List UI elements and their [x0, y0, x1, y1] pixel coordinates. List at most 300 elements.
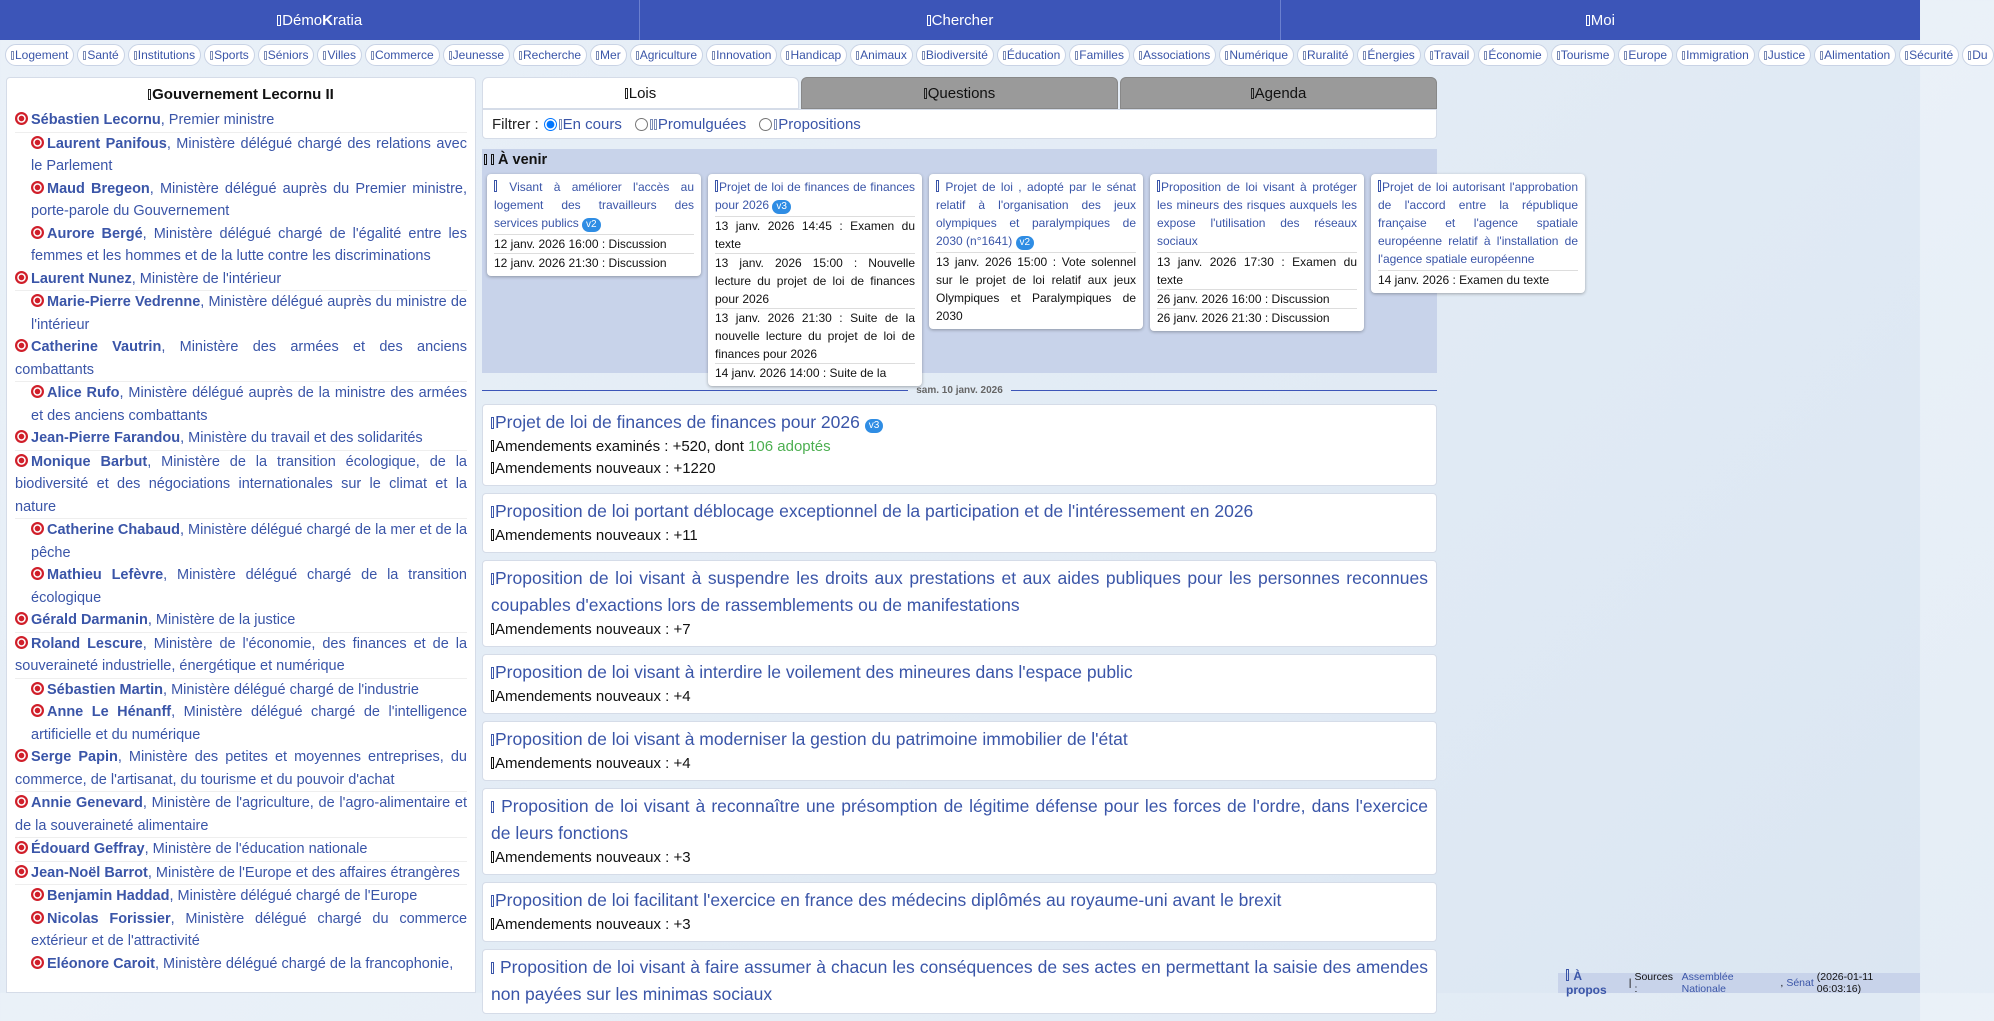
- topic-tag-label: Associations: [1142, 48, 1211, 62]
- amendment-stat-text: Amendements nouveaux : +4: [495, 688, 691, 705]
- topic-icon: [1303, 51, 1306, 60]
- member-role: Ministère délégué chargé des relations avec le Parlement: [31, 135, 467, 174]
- filter-en-cours-radio[interactable]: [544, 118, 557, 131]
- france-flag-icon: [15, 339, 28, 352]
- topic-tag[interactable]: [77, 44, 124, 66]
- date-separator: [482, 383, 1437, 397]
- member-name[interactable]: Roland Lescure: [31, 635, 143, 652]
- topic-icon: [1557, 51, 1560, 60]
- topic-tag-label: Mer: [600, 48, 621, 62]
- law-title-text: Projet de loi de finances de finances pour 2026: [495, 412, 860, 432]
- check-icon-2: [654, 119, 657, 130]
- topic-tag-label: Tourisme: [1560, 48, 1610, 62]
- member-name[interactable]: Aurore Bergé: [47, 225, 143, 242]
- progress-icon: [559, 119, 562, 130]
- government-member[interactable]: [15, 701, 467, 746]
- member-name[interactable]: Catherine Vautrin: [31, 339, 162, 355]
- member-role: Ministère de l'Europe et des affaires étrangères: [155, 864, 460, 881]
- government-member[interactable]: [15, 908, 467, 953]
- topic-tag[interactable]: [1899, 44, 1959, 66]
- sources-label: Sources :: [1634, 971, 1673, 995]
- document-icon: [715, 180, 718, 192]
- topic-tag-label: Alimentation: [1824, 48, 1891, 62]
- law-icon: [491, 417, 494, 429]
- law-title-link[interactable]: [491, 659, 1428, 686]
- home-icon: [277, 15, 281, 26]
- government-member[interactable]: [15, 679, 467, 702]
- france-flag-icon: [15, 454, 28, 467]
- update-timestamp: (2026-01-11 06:03:16): [1816, 971, 1874, 995]
- topic-tag[interactable]: [1478, 44, 1547, 66]
- upcoming-card-title-text: Proposition de loi visant à protéger les mineurs des risques auxquels les expose l'utilisation des réseaux sociaux: [1157, 180, 1357, 248]
- upcoming-event: 14 janv. 2026 14:00 : Suite de la: [715, 363, 915, 382]
- member-name[interactable]: Mathieu Lefèvre: [47, 567, 164, 583]
- government-member[interactable]: [15, 178, 467, 223]
- france-flag-icon: [15, 865, 28, 878]
- proposal-icon: [774, 119, 777, 130]
- amendment-icon: [491, 918, 494, 930]
- amendment-stat: [491, 686, 1428, 708]
- topic-tag-label: Économie: [1488, 48, 1542, 62]
- topic-icon: [1225, 51, 1228, 60]
- tab-questions[interactable]: [801, 77, 1118, 109]
- law-title-link[interactable]: [491, 793, 1428, 847]
- footer: [1558, 969, 1920, 997]
- topic-icon: [1905, 51, 1908, 60]
- member-name[interactable]: Catherine Chabaud: [47, 522, 180, 538]
- member-role: Ministère délégué chargé de l'intelligence artificielle et du numérique: [31, 704, 468, 743]
- amendment-icon: [491, 623, 494, 635]
- member-name[interactable]: Jean-Pierre Farandou: [31, 430, 181, 446]
- france-flag-icon: [31, 522, 44, 535]
- government-member[interactable]: [15, 885, 467, 908]
- top-navigation: [0, 0, 1920, 40]
- member-comma: ,: [119, 385, 129, 401]
- topic-icon: [83, 51, 86, 60]
- government-member[interactable]: [15, 427, 467, 451]
- government-icon: [148, 89, 151, 100]
- topic-tag-label: Villes: [327, 48, 356, 62]
- member-name[interactable]: Édouard Geffray: [31, 841, 145, 857]
- nav-search-label: Chercher: [931, 11, 994, 29]
- filter-label: Filtrer :: [492, 115, 539, 133]
- government-member[interactable]: [15, 109, 467, 133]
- law-item: [482, 493, 1437, 553]
- topic-tag[interactable]: [443, 44, 510, 66]
- law-title-link[interactable]: [491, 409, 1428, 436]
- government-member[interactable]: [15, 862, 467, 886]
- upcoming-event: 13 janv. 2026 15:00 : Nouvelle lecture du projet de loi de finances pour 2026: [715, 253, 915, 308]
- amendment-icon: [491, 851, 494, 863]
- member-role: Ministère délégué chargé de l'Europe: [177, 888, 418, 904]
- footer-sep: |: [1628, 977, 1632, 989]
- topic-tag-label: Agriculture: [639, 48, 698, 62]
- clock-icon: [491, 154, 494, 165]
- amendment-stat: [491, 458, 1428, 480]
- topic-tag[interactable]: [916, 44, 994, 66]
- topic-tag-label: Immigration: [1686, 48, 1749, 62]
- amendment-stat: [491, 753, 1428, 775]
- law-title-link[interactable]: [491, 887, 1428, 914]
- law-item: [482, 882, 1437, 942]
- topic-tag[interactable]: [5, 44, 74, 66]
- member-role: Ministère de l'intérieur: [139, 270, 282, 287]
- source-senat-link[interactable]: Sénat: [1786, 977, 1814, 989]
- member-name[interactable]: Monique Barbut: [31, 453, 148, 470]
- filter-bar: [482, 109, 1437, 139]
- topic-tag[interactable]: [204, 44, 255, 66]
- topic-tag-label: Justice: [1767, 48, 1806, 62]
- upcoming-title: [482, 149, 1437, 173]
- law-title-link[interactable]: [491, 565, 1428, 619]
- upcoming-event: 13 janv. 2026 21:30 : Suite de la nouvelle lecture du projet de loi de finances pour 2026: [715, 308, 915, 363]
- topic-tag-label: Animaux: [860, 48, 907, 62]
- member-name[interactable]: Eléonore Caroit: [47, 955, 155, 972]
- law-icon: [491, 506, 494, 518]
- upcoming-card-title[interactable]: [494, 178, 694, 232]
- member-role: Ministère délégué auprès du ministre de l'intérieur: [31, 294, 467, 333]
- government-member[interactable]: [15, 382, 467, 427]
- member-comma: ,: [170, 910, 186, 927]
- member-list: [15, 109, 467, 975]
- date-separator-text: sam. 10 janv. 2026: [916, 384, 1003, 396]
- law-icon: [491, 573, 494, 585]
- member-comma: ,: [149, 180, 160, 197]
- topic-tag-label: Santé: [87, 48, 119, 62]
- government-member[interactable]: [15, 519, 467, 564]
- amendment-stat: [491, 525, 1428, 547]
- topic-tag-label: Jeunesse: [452, 48, 505, 62]
- member-name[interactable]: Benjamin Haddad: [47, 888, 170, 904]
- member-name[interactable]: Laurent Nunez: [31, 270, 132, 287]
- law-item: [482, 404, 1437, 486]
- member-name[interactable]: Nicolas Forissier: [47, 910, 171, 927]
- upcoming-card[interactable]: [487, 174, 701, 276]
- upcoming-event: 13 janv. 2026 14:45 : Examen du texte: [715, 216, 915, 253]
- france-flag-icon: [15, 636, 28, 649]
- topic-tag[interactable]: [1962, 44, 1993, 66]
- france-flag-icon: [15, 841, 28, 854]
- member-comma: ,: [163, 567, 177, 583]
- france-flag-icon: [31, 911, 44, 924]
- topic-icon: [1682, 51, 1685, 60]
- topic-icon: [712, 51, 715, 60]
- member-name[interactable]: Sébastien Martin: [47, 681, 164, 698]
- member-name[interactable]: Serge Papin: [31, 749, 118, 765]
- member-role: Ministère de la justice: [155, 612, 296, 628]
- topic-icon: [1363, 51, 1366, 60]
- topic-icon: [1139, 51, 1142, 60]
- member-comma: ,: [179, 522, 189, 538]
- topic-tags: [0, 44, 1988, 68]
- topic-tag[interactable]: [1357, 44, 1420, 66]
- member-name[interactable]: Laurent Panifous: [47, 135, 167, 152]
- member-role: Ministère délégué chargé de l'égalité entre les femmes et les hommes et de la lutte contre les discriminations: [31, 225, 467, 264]
- law-title-link[interactable]: [491, 954, 1428, 1008]
- member-comma: ,: [117, 749, 129, 765]
- brand-k: K: [322, 11, 333, 29]
- tab-agenda[interactable]: [1120, 77, 1437, 109]
- topic-icon: [636, 51, 639, 60]
- about-label: À propos: [1566, 969, 1607, 997]
- topic-tag[interactable]: [513, 44, 587, 66]
- member-comma: ,: [163, 681, 172, 698]
- info-icon: [1566, 969, 1569, 981]
- topic-icon: [922, 51, 925, 60]
- tab-agenda-label: Agenda: [1254, 84, 1307, 102]
- government-member[interactable]: [15, 291, 467, 336]
- amendment-stat-text: Amendements nouveaux : +7: [495, 621, 691, 638]
- amendment-icon: [491, 440, 494, 452]
- upcoming-event: 14 janv. 2026 : Examen du texte: [1378, 270, 1578, 289]
- amendment-stat-text: Amendements nouveaux : +1220: [495, 460, 716, 477]
- topic-tag-label: Sécurité: [1909, 48, 1954, 62]
- source-assemblee-link[interactable]: Assemblée Nationale: [1681, 971, 1734, 995]
- law-list: [482, 404, 1437, 1021]
- topic-icon: [596, 51, 599, 60]
- topic-tag-label: Ruralité: [1307, 48, 1349, 62]
- topic-tag[interactable]: [1297, 44, 1354, 66]
- topic-tag[interactable]: [1676, 44, 1755, 66]
- government-member[interactable]: [15, 336, 467, 382]
- member-comma: ,: [142, 635, 154, 652]
- law-icon: [491, 962, 494, 974]
- search-icon: [927, 15, 931, 26]
- amendment-stat: [491, 436, 1428, 458]
- amendment-stat-text: Amendements nouveaux : +3: [495, 849, 691, 866]
- amendment-stat: [491, 619, 1428, 641]
- topic-tag-label: Travail: [1433, 48, 1470, 62]
- france-flag-icon: [31, 704, 44, 717]
- upcoming-section: [482, 149, 1578, 380]
- law-item: [482, 788, 1437, 875]
- topic-tag-label: Recherche: [523, 48, 582, 62]
- filter-en-cours[interactable]: [541, 116, 622, 133]
- filter-propositions[interactable]: [756, 116, 861, 133]
- member-name[interactable]: Jean-Noël Barrot: [31, 864, 148, 881]
- topic-tag[interactable]: [1758, 44, 1811, 66]
- france-flag-icon: [15, 795, 28, 808]
- upcoming-card-title-text: Projet de loi , adopté par le sénat relatif à l'organisation des jeux olympiques et paralympiques de 2030 (n°1641): [936, 180, 1136, 248]
- member-comma: ,: [161, 339, 180, 355]
- member-role: Ministère délégué auprès de la ministre des armées et des anciens combattants: [31, 385, 467, 424]
- tab-lois-label: Lois: [628, 84, 657, 102]
- law-title-text: Proposition de loi visant à faire assumer à chacun les conséquences de ses actes en permettant la saisie des amendes non payées sur les minimas sociaux: [491, 957, 1428, 1004]
- topic-tag-label: Du: [1972, 48, 1988, 62]
- document-icon: [1157, 180, 1160, 192]
- topic-tag[interactable]: [1133, 44, 1216, 66]
- version-badge: v3: [772, 200, 791, 214]
- source-comma: ,: [1780, 977, 1784, 989]
- topic-tag[interactable]: [997, 44, 1066, 66]
- version-badge: v3: [865, 419, 884, 433]
- government-member[interactable]: [15, 564, 467, 609]
- filter-promulguees-radio[interactable]: [635, 118, 648, 131]
- upcoming-card-title[interactable]: [936, 178, 1136, 250]
- upcoming-card-title-text: Visant à améliorer l'accès au logement des travailleurs des services publics: [494, 180, 694, 230]
- upcoming-event: 12 janv. 2026 21:30 : Discussion: [494, 253, 694, 272]
- france-flag-icon: [15, 430, 28, 443]
- topic-icon: [786, 51, 789, 60]
- topic-icon: [1764, 51, 1767, 60]
- topic-tag[interactable]: [1069, 44, 1130, 66]
- upcoming-event: 12 janv. 2026 16:00 : Discussion: [494, 234, 694, 253]
- upcoming-card-title[interactable]: [715, 178, 915, 214]
- topic-icon: [519, 51, 522, 60]
- member-role: Ministère de l'éducation nationale: [152, 841, 368, 857]
- version-badge: v2: [582, 218, 601, 232]
- tab-lois[interactable]: [482, 77, 799, 109]
- member-name[interactable]: Anne Le Hénanff: [47, 704, 172, 720]
- topic-tag[interactable]: [1424, 44, 1476, 66]
- upcoming-card-title-text: Projet de loi de finances de finances pour 2026: [715, 180, 915, 212]
- filter-propositions-label: Propositions: [778, 115, 861, 133]
- filter-promulguees[interactable]: [632, 116, 746, 133]
- nav-home-brand[interactable]: [0, 0, 640, 40]
- topic-tag[interactable]: [1219, 44, 1294, 66]
- topic-tag[interactable]: [1814, 44, 1896, 66]
- government-member[interactable]: [15, 268, 467, 292]
- collapse-icon[interactable]: [484, 154, 487, 165]
- france-flag-icon: [31, 385, 44, 398]
- upcoming-card[interactable]: [929, 174, 1143, 329]
- member-name[interactable]: Alice Rufo: [47, 385, 120, 401]
- topic-icon: [1003, 51, 1006, 60]
- topic-tag[interactable]: [128, 44, 201, 66]
- member-role: Ministère délégué chargé de la mer et de la pêche: [31, 522, 468, 561]
- member-role: Ministère de l'agriculture, de l'agro-alimentaire et de la souveraineté alimentaire: [15, 795, 467, 834]
- topic-tag[interactable]: [706, 44, 777, 66]
- adopted-count: 106 adoptés: [748, 438, 831, 455]
- law-title-link[interactable]: [491, 498, 1428, 525]
- topic-icon: [1484, 51, 1487, 60]
- member-comma: ,: [147, 612, 156, 628]
- topic-tag[interactable]: [780, 44, 847, 66]
- topic-tag[interactable]: [590, 44, 627, 66]
- member-role: Ministère délégué chargé du commerce extérieur et de l'attractivité: [31, 910, 468, 949]
- france-flag-icon: [31, 567, 44, 580]
- member-comma: ,: [142, 795, 152, 811]
- topic-tag[interactable]: [850, 44, 913, 66]
- upcoming-card[interactable]: [1371, 174, 1585, 293]
- upcoming-event: 13 janv. 2026 17:30 : Examen du texte: [1157, 252, 1357, 289]
- france-flag-icon: [31, 682, 44, 695]
- law-title-text: Proposition de loi facilitant l'exercice en france des médecins diplômés au royaume-uni avant le brexit: [495, 890, 1282, 910]
- topic-tag-label: Familles: [1079, 48, 1124, 62]
- member-name[interactable]: Annie Genevard: [31, 795, 143, 811]
- member-comma: ,: [154, 955, 164, 972]
- government-member[interactable]: [15, 953, 467, 976]
- government-member[interactable]: [15, 133, 467, 178]
- topic-tag[interactable]: [365, 44, 440, 66]
- topic-tag-label: Énergies: [1367, 48, 1415, 62]
- topic-icon: [1820, 51, 1823, 60]
- law-item: [482, 949, 1437, 1014]
- about-link[interactable]: [1566, 969, 1626, 997]
- government-member[interactable]: [15, 451, 467, 520]
- france-flag-icon: [15, 749, 28, 762]
- filter-propositions-radio[interactable]: [759, 118, 772, 131]
- member-role: Ministère délégué auprès du Premier ministre, porte-parole du Gouvernement: [31, 180, 467, 219]
- nav-search[interactable]: [640, 0, 1280, 40]
- nav-me[interactable]: [1281, 0, 1920, 40]
- government-panel: [6, 77, 476, 993]
- member-role: Ministère des petites et moyennes entreprises, du commerce, de l'artisanat, du tourisme et du pouvoir d'achat: [15, 749, 467, 788]
- france-flag-icon: [15, 112, 28, 125]
- member-name[interactable]: Gérald Darmanin: [31, 612, 148, 628]
- brand-suffix: ratia: [333, 11, 363, 29]
- upcoming-card[interactable]: [1150, 174, 1364, 331]
- brand-prefix: Démo: [282, 11, 323, 29]
- amendment-stat-text: Amendements examinés : +520, dont: [495, 438, 749, 455]
- nav-me-label: Moi: [1590, 11, 1615, 29]
- topic-tag[interactable]: [1618, 44, 1673, 66]
- version-badge: v2: [1016, 236, 1035, 250]
- amendment-stat: [491, 847, 1428, 869]
- member-role: Ministère délégué chargé de la transition écologique: [31, 567, 467, 606]
- law-icon: [625, 88, 628, 99]
- government-member[interactable]: [15, 633, 467, 679]
- law-title-text: Proposition de loi visant à interdire le voilement des mineures dans l'espace public: [495, 662, 1133, 682]
- member-name[interactable]: Marie-Pierre Vedrenne: [47, 294, 201, 310]
- upcoming-title-text: À venir: [498, 152, 548, 168]
- government-member[interactable]: [15, 609, 467, 633]
- government-member[interactable]: [15, 792, 467, 838]
- law-icon: [491, 734, 494, 746]
- topic-icon: [1968, 51, 1971, 60]
- upcoming-cards: [487, 174, 1585, 386]
- member-comma: ,: [180, 430, 189, 446]
- topic-tag[interactable]: [317, 44, 361, 66]
- upcoming-card-title[interactable]: [1378, 178, 1578, 268]
- topic-tag[interactable]: [630, 44, 703, 66]
- tab-questions-label: Questions: [927, 84, 996, 102]
- main-tabs: [482, 77, 1437, 109]
- topic-tag-label: Séniors: [267, 48, 309, 62]
- france-flag-icon: [15, 271, 28, 284]
- member-name[interactable]: Sébastien Lecornu: [31, 112, 161, 128]
- member-role: Ministère délégué chargé de la francophonie,: [163, 955, 454, 972]
- topic-tag[interactable]: [1551, 44, 1616, 66]
- topic-tag-label: Logement: [15, 48, 69, 62]
- upcoming-event: 13 janv. 2026 15:00 : Vote solennel sur le projet de loi relatif aux jeux Olympiques et Paralympiques de 2030: [936, 252, 1136, 325]
- filter-en-cours-label: En cours: [562, 115, 622, 133]
- france-flag-icon: [31, 294, 44, 307]
- government-member[interactable]: [15, 838, 467, 862]
- member-comma: ,: [131, 270, 140, 287]
- member-comma: ,: [166, 135, 177, 152]
- member-comma: ,: [142, 225, 154, 242]
- topic-tag-label: Europe: [1628, 48, 1668, 62]
- filter-promulguees-label: Promulguées: [657, 115, 747, 133]
- member-comma: ,: [147, 864, 156, 881]
- amendment-stat: [491, 914, 1428, 936]
- amendment-icon: [491, 529, 494, 541]
- government-member[interactable]: [15, 746, 467, 792]
- amendment-stat-text: Amendements nouveaux : +11: [495, 527, 698, 544]
- law-title-link[interactable]: [491, 726, 1428, 753]
- document-icon: [1378, 180, 1381, 192]
- member-name[interactable]: Maud Bregeon: [47, 180, 150, 197]
- topic-tag[interactable]: [258, 44, 315, 66]
- member-comma: ,: [171, 704, 184, 720]
- member-role: Ministère des armées et des anciens combattants: [15, 339, 467, 378]
- topic-icon: [323, 51, 326, 60]
- upcoming-card-title[interactable]: [1157, 178, 1357, 250]
- topic-icon: [1075, 51, 1078, 60]
- government-member[interactable]: [15, 223, 467, 268]
- upcoming-card[interactable]: [708, 174, 922, 386]
